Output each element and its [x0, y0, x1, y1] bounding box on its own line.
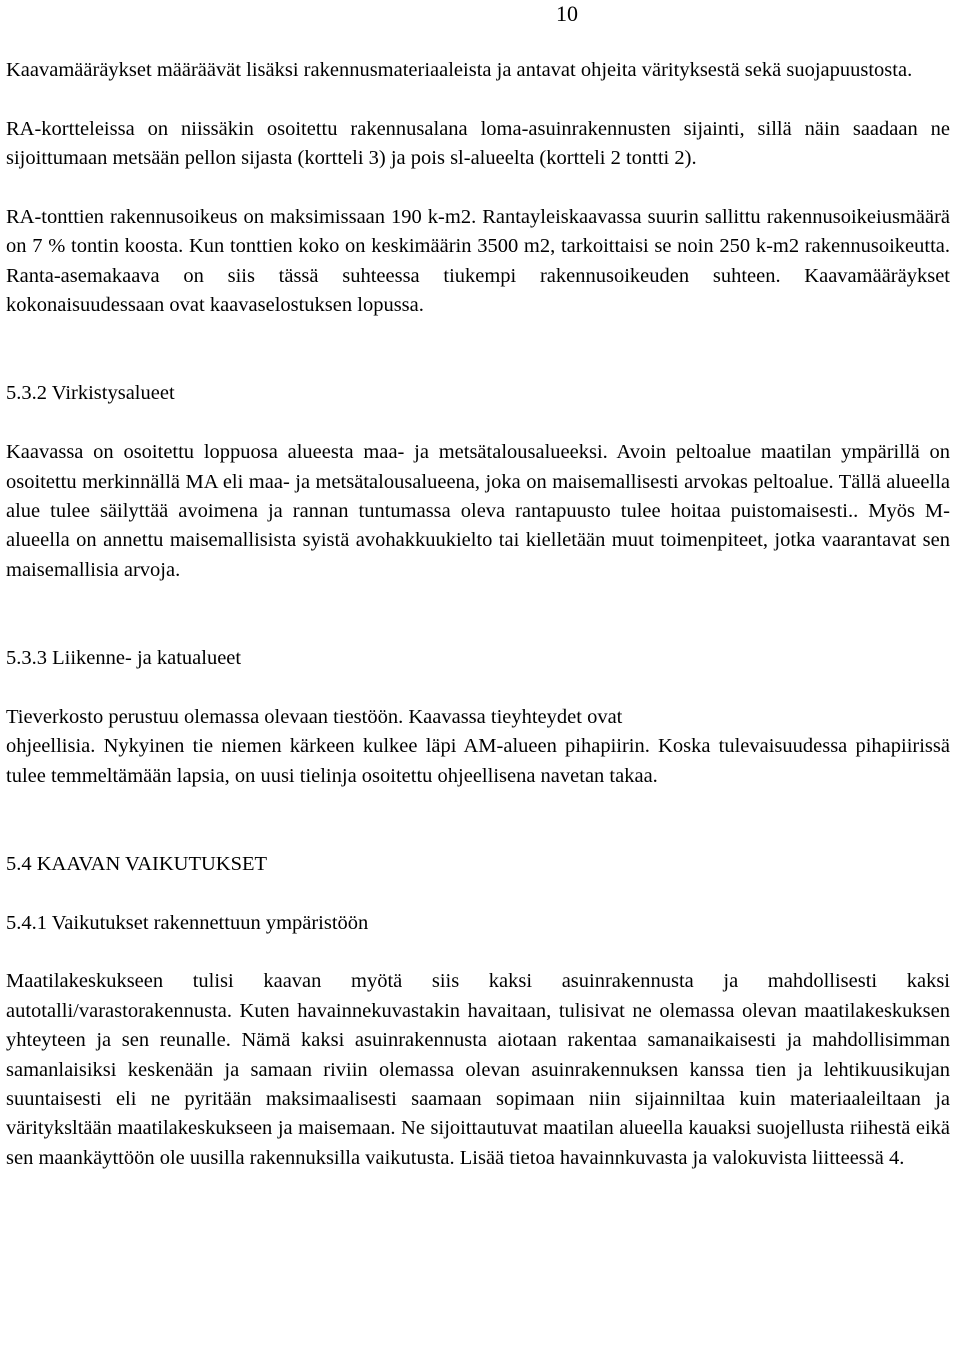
paragraph-traffic — [6, 703, 950, 791]
paragraph-recreation: Kaavassa on osoitettu loppuosa alueesta maa- ja metsätalousalueeksi. Avoin peltoalue maatilan ympärillä on osoitettu merkinnällä MA eli maa- ja metsätalousalueena, joka on maisemallisesti arvokas peltoalue. Tällä alueella alue tulee säilyttää avoimena ja rannan tuntumassa oleva rantapuusto tulee hoitaa puistomaisesti.. Myös M-alueella on annettu maisemallisista syistä avohakkuukielto tai kielletään muut toimenpiteet, jotka vaarantavat sen maisemallisia arvoja. — [6, 441, 950, 581]
heading-built-environment: 5.4.1 Vaikutukset rakennettuun ympäristöön — [6, 911, 369, 934]
paragraph-ra-blocks: RA-kortteleissa on niissäkin osoitettu rakennusalana loma-asuinrakennusten sijainti, sillä näin saadaan ne sijoittumaan metsään pellon sijasta (kortteli 3) ja pois sl-alueelta (kortteli 2 tontti 2). — [6, 117, 950, 170]
document-body — [6, 56, 950, 1173]
paragraph-building-rights: RA-tonttien rakennusoikeus on maksimissaan 190 k-m2. Rantayleiskaavassa suurin sallittu rakennusoikeiusmäärä on 7 % tontin koosta. Kun tonttien koko on keskimäärin 3500 m2, tarkoittaisi se noin 250 k-m2 rakennusoikeutta. Ranta-asemakaava on siis tässä suhteessa tiukempi rakennusoikeuden suhteen. Kaavamääräykset kokonaisuudessaan ovat kaavaselostuksen lopussa. — [6, 206, 950, 317]
paragraph-traffic-line1: Tieverkosto perustuu olemassa olevaan tiestöön. Kaavassa tieyhteydet ovat — [6, 705, 623, 728]
paragraph-materials: Kaavamääräykset määräävät lisäksi rakennusmateriaaleista ja antavat ohjeita värityksestä sekä suojapuustosta. — [6, 59, 913, 81]
paragraph-built-environment: Maatilakeskukseen tulisi kaavan myötä siis kaksi asuinrakennusta ja mahdollisesti kaksi autotalli/varastorakennusta. Kuten havainnekuvastakin havaitaan, tulisivat ne olemassa olevan maatilakeskuksen yhteyteen ja sen reunalle. Nämä kaksi asuinrakennusta aiotaan rakentaa samanaikaisesti ja mahdollisimman samanlaisiksi keskenään ja samaan riviin olemassa olevan asuinrakennuksen kanssa tien ja lehtikuusikujan suuntaisesti eli ne pyritään maksimaalisesti saamaan sopimaan niin sijainniltaa kuin materiaaleiltaan ja värityksltään maatilakeskukseen ja maisemaan. Ne sijoittautuvat maatilan alueella kauaksi suojellusta riihestä eikä sen maankäyttöön ole uusilla rakennuksilla vaikutusta. Lisää tietoa havainnkuvasta ja valokuvista liitteessä 4. — [6, 970, 950, 1169]
page-number: 10 — [556, 1, 578, 26]
heading-plan-impacts: 5.4 KAAVAN VAIKUTUKSET — [6, 852, 268, 875]
paragraph-traffic-rest: ohjeellisia. Nykyinen tie niemen kärkeen kulkee läpi AM-alueen pihapiirin. Koska tulevaisuudessa pihapiirissä tulee temmeltämään lapsia, on uusi tielinja osoitettu ohjeellisena navetan takaa. — [6, 735, 950, 787]
heading-traffic-areas: 5.3.3 Liikenne- ja katualueet — [6, 647, 242, 670]
heading-recreation-areas: 5.3.2 Virkistysalueet — [6, 382, 175, 405]
